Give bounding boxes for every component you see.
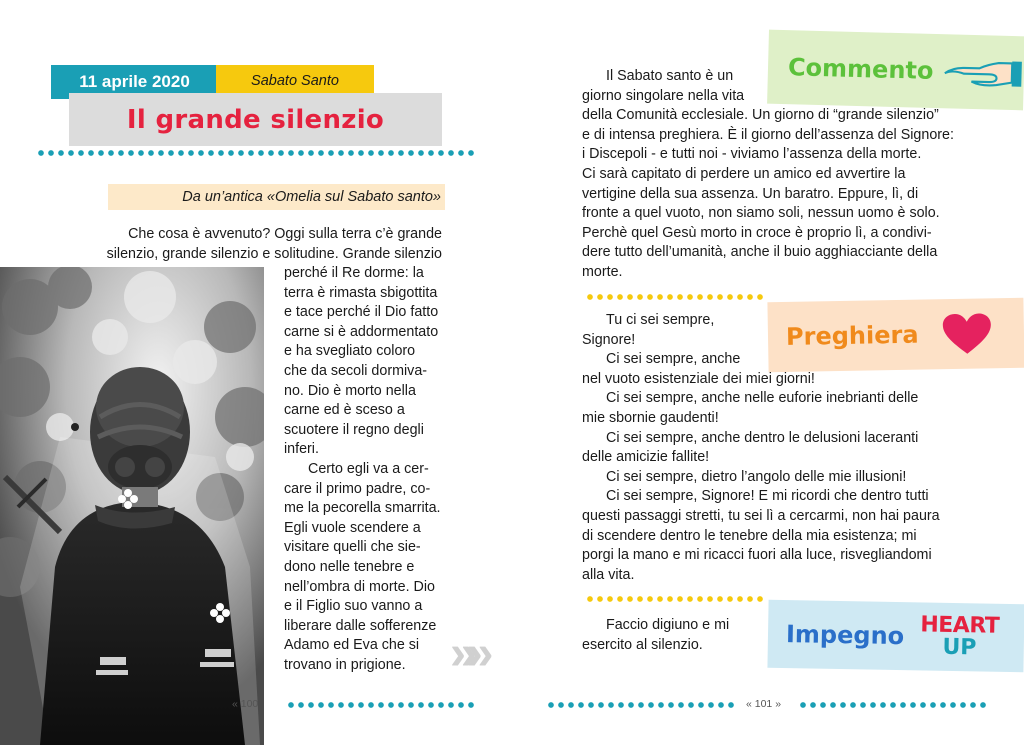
text-line: Faccio digiuno e mi [606, 617, 730, 633]
text-line: silenzio, grande silenzio e solitudine. Grande silenzio [106, 245, 442, 262]
footer-dots-right-a [546, 702, 736, 708]
text-line: Signore! [582, 331, 636, 348]
text-line: che da secoli dormiva- [284, 362, 428, 379]
title-box [69, 93, 442, 146]
text-line: carne ed è sceso a [284, 402, 405, 419]
text-line: Egli vuole scendere a [284, 519, 421, 536]
text-line: visitare quelli che sie- [284, 539, 421, 556]
text-line: dere tutto dell’umanità, anche il buio agghiacciante della [582, 244, 938, 261]
commento-label: Commento [787, 53, 934, 85]
text-line: e di intensa preghiera. È il giorno dell’assenza del Signore: [582, 126, 954, 143]
text-line: Ci sei sempre, anche dentro le delusioni laceranti [606, 429, 919, 446]
text-line: nel vuoto esistenziale dei miei giorni! [582, 370, 815, 387]
commento-text [582, 67, 954, 283]
text-line: dono nelle tenebre e [284, 558, 415, 575]
text-line: scuotere il regno degli [284, 421, 424, 438]
text-line: inferi. [284, 441, 319, 458]
page-number-right: « 101 » [746, 698, 782, 710]
text-line: Ci sarà capitato di perdere un amico ed avvertire la [582, 165, 906, 182]
text-line: di scendere dentro le tenebre della mia esistenza; mi [582, 527, 917, 544]
heart-up-logo [920, 614, 1000, 659]
text-line: nell’ombra di morte. Dio [284, 578, 435, 595]
text-line: terra è rimasta sbigottita [284, 284, 438, 301]
hand-icon [943, 53, 1024, 91]
impegno-label: Impegno [785, 620, 905, 651]
text-line: giorno singolare nella vita [582, 87, 745, 104]
text-line: Certo egli va a cer- [308, 460, 429, 477]
day-tag: Sabato Santo [216, 65, 374, 97]
source-label: Da un’antica «Omelia sul Sabato santo» [108, 184, 445, 210]
text-line: questi passaggi stretti, tu sei lì a cercarmi, non hai paura [582, 507, 940, 524]
text-line: mie sbornie gaudenti! [582, 409, 719, 426]
dotted-divider [585, 294, 765, 300]
intro-text [70, 225, 442, 264]
text-line: morte. [582, 263, 623, 280]
dotted-divider [36, 150, 477, 156]
impegno-text [582, 616, 772, 655]
text-line: alla vita. [582, 566, 635, 583]
text-line: Il Sabato santo è un [606, 68, 734, 84]
text-line: trovano in prigione. [284, 656, 406, 673]
text-line: vertigine della sua assenza. Un baratro. Eppure, lì, di [582, 185, 919, 202]
footer-dots-right-b [798, 702, 990, 708]
text-line: e il Figlio suo vanno a [284, 598, 423, 615]
page-title: Il grande silenzio [126, 104, 385, 135]
preghiera-text [582, 311, 954, 585]
text-line: e tace perché il Dio fatto [284, 304, 439, 321]
text-line: Tu ci sei sempre, [606, 312, 715, 328]
text-line: care il primo padre, co- [284, 480, 431, 497]
text-line: Che cosa è avvenuto? Oggi sulla terra c’è grande [128, 226, 442, 242]
heart-up-logo-top: HEART [920, 612, 1000, 639]
page-number-left: « 100 [232, 698, 259, 710]
text-line: me la pecorella smarrita. [284, 500, 441, 517]
heart-up-logo-bottom: UP [942, 634, 977, 661]
preghiera-label: Preghiera [785, 320, 919, 351]
text-line: fronte a quel vuoto, non siamo soli, nessun uomo è solo. [582, 205, 940, 222]
dotted-divider [585, 596, 765, 602]
impegno-banner [767, 600, 1024, 672]
text-line: no. Dio è morto nella [284, 382, 416, 399]
text-line: e ha svegliato coloro [284, 343, 416, 360]
statue-photo [0, 267, 264, 745]
text-line: della Comunità ecclesiale. Un giorno di “grande silenzio” [582, 107, 939, 124]
text-line: i Discepoli - e tutti noi - viviamo l’assenza della morte. [582, 146, 922, 163]
text-line: Ci sei sempre, dietro l’angolo delle mie illusioni! [606, 468, 907, 485]
text-line: perché il Re dorme: la [284, 265, 424, 281]
text-line: esercito al silenzio. [582, 636, 703, 653]
text-line: Ci sei sempre, anche [606, 351, 741, 368]
date-label: 11 aprile 2020 [51, 65, 218, 99]
text-line: Adamo ed Eva che si [284, 637, 420, 654]
text-line: porgi la mano e mi ricacci fuori alla luce, risvegliandomi [582, 547, 932, 564]
column-text [284, 264, 442, 675]
text-line: Perchè quel Gesù morto in croce è proprio lì, a condivi- [582, 224, 932, 241]
text-line: liberare dalle sofferenze [284, 617, 437, 634]
continue-arrows: »» [450, 627, 484, 680]
text-line: Ci sei sempre, Signore! E mi ricordi che dentro tutti [606, 488, 929, 505]
text-line: Ci sei sempre, anche nelle euforie inebrianti delle [606, 390, 919, 407]
text-line: carne si è addormentato [284, 323, 439, 340]
footer-dots-left [286, 702, 478, 708]
text-line: delle amicizie fallite! [582, 449, 710, 466]
